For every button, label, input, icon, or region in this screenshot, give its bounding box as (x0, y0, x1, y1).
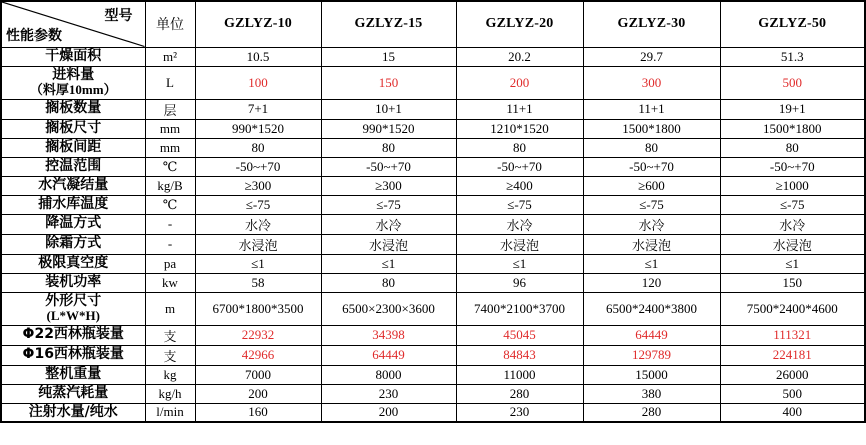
cell-value: 51.3 (720, 47, 865, 66)
row-label: 装机功率 (1, 273, 145, 292)
cell-value: 6700*1800*3500 (195, 292, 321, 325)
row-label: 搁板尺寸 (1, 119, 145, 138)
cell-value: 10+1 (321, 99, 456, 119)
cell-value: ≤-75 (456, 195, 583, 214)
table-row-trap-temp (1, 195, 865, 214)
row-unit: - (145, 234, 195, 254)
row-label-line1: 外形尺寸 (45, 292, 102, 309)
cell-value: 150 (720, 273, 865, 292)
cell-value: ≤1 (321, 254, 456, 273)
cell-value: 6500×2300×3600 (321, 292, 456, 325)
cell-value: 15 (321, 47, 456, 66)
unit-header: 单位 (145, 1, 195, 47)
model-header-gzlyz-15: GZLYZ-15 (321, 1, 456, 47)
cell-value: -50~+70 (195, 157, 321, 176)
cell-value: 29.7 (583, 47, 720, 66)
cell-value: ≤-75 (583, 195, 720, 214)
cell-value: ≥1000 (720, 176, 865, 195)
cell-value: 1500*1800 (583, 119, 720, 138)
row-label-line2: （料厚10mm） (29, 82, 117, 98)
cell-value: -50~+70 (321, 157, 456, 176)
row-label: 纯蒸汽耗量 (1, 384, 145, 403)
row-unit: 层 (145, 99, 195, 119)
table-row-machine-weight (1, 365, 865, 384)
table-row-vial22-capacity (1, 325, 865, 345)
row-label: 极限真空度 (1, 254, 145, 273)
row-label: 捕水库温度 (1, 195, 145, 214)
cell-value: 7400*2100*3700 (456, 292, 583, 325)
cell-value: 1500*1800 (720, 119, 865, 138)
table-row-cooling-method (1, 214, 865, 234)
row-unit: m (145, 292, 195, 325)
row-unit: mm (145, 119, 195, 138)
cell-value: 129789 (583, 345, 720, 365)
table-row-ultimate-vacuum (1, 254, 865, 273)
cell-value: 水冷 (321, 214, 456, 234)
row-unit: pa (145, 254, 195, 273)
cell-value: 7500*2400*4600 (720, 292, 865, 325)
table-row-defrost-method (1, 234, 865, 254)
cell-value: 11+1 (456, 99, 583, 119)
row-unit: 支 (145, 325, 195, 345)
row-unit: ℃ (145, 157, 195, 176)
cell-value: 120 (583, 273, 720, 292)
row-unit: kg (145, 365, 195, 384)
cell-value: 224181 (720, 345, 865, 365)
row-label: Φ16西林瓶装量 (1, 345, 145, 365)
model-header-gzlyz-30: GZLYZ-30 (583, 1, 720, 47)
cell-value: 26000 (720, 365, 865, 384)
cell-value: 990*1520 (321, 119, 456, 138)
cell-value: 200 (321, 403, 456, 422)
row-label: 干燥面积 (1, 47, 145, 66)
table-row-shelf-spacing (1, 138, 865, 157)
cell-value: 160 (195, 403, 321, 422)
table-row-shelf-count (1, 99, 865, 119)
cell-value: -50~+70 (720, 157, 865, 176)
cell-value: ≤1 (583, 254, 720, 273)
row-label: 除霜方式 (1, 234, 145, 254)
table-row-shelf-size (1, 119, 865, 138)
cell-value: 42966 (195, 345, 321, 365)
table-row-drying-area (1, 47, 865, 66)
cell-value: 水浸泡 (195, 234, 321, 254)
cell-value: 111321 (720, 325, 865, 345)
cell-value: 100 (195, 66, 321, 99)
cell-value: ≥600 (583, 176, 720, 195)
cell-value: 34398 (321, 325, 456, 345)
cell-value: 150 (321, 66, 456, 99)
cell-value: ≤1 (195, 254, 321, 273)
cell-value: 80 (456, 138, 583, 157)
row-unit: l/min (145, 403, 195, 422)
header-row (1, 1, 865, 47)
cell-value: 20.2 (456, 47, 583, 66)
cell-value: 水浸泡 (720, 234, 865, 254)
cell-value: 64449 (583, 325, 720, 345)
table-row-vial16-capacity (1, 345, 865, 365)
row-label: 搁板间距 (1, 138, 145, 157)
cell-value: 水浸泡 (583, 234, 720, 254)
cell-value: 7000 (195, 365, 321, 384)
cell-value: 80 (720, 138, 865, 157)
row-unit: L (145, 66, 195, 99)
row-unit: mm (145, 138, 195, 157)
cell-value: 水冷 (720, 214, 865, 234)
row-unit: 支 (145, 345, 195, 365)
row-label-line1: 进料量 (52, 66, 95, 83)
cell-value: 500 (720, 66, 865, 99)
cell-value: 200 (195, 384, 321, 403)
cell-value: ≥300 (321, 176, 456, 195)
cell-value: 8000 (321, 365, 456, 384)
cell-value: 58 (195, 273, 321, 292)
row-label: 搁板数量 (1, 99, 145, 119)
row-label: Φ22西林瓶装量 (1, 325, 145, 345)
cell-value: ≤-75 (321, 195, 456, 214)
cell-value: 45045 (456, 325, 583, 345)
row-label: 注射水量/纯水 (1, 403, 145, 422)
table-row-feed-amount (1, 66, 865, 99)
table-row-injection-water (1, 403, 865, 422)
model-header-gzlyz-50: GZLYZ-50 (720, 1, 865, 47)
cell-value: 80 (321, 273, 456, 292)
corner-param-label: 性能参数 (6, 27, 62, 44)
cell-value: 22932 (195, 325, 321, 345)
row-label: 整机重量 (1, 365, 145, 384)
row-unit: - (145, 214, 195, 234)
row-unit: kg/h (145, 384, 195, 403)
table-row-steam-consumption (1, 384, 865, 403)
cell-value: 300 (583, 66, 720, 99)
row-label: 降温方式 (1, 214, 145, 234)
cell-value: 15000 (583, 365, 720, 384)
cell-value: 80 (583, 138, 720, 157)
cell-value: 64449 (321, 345, 456, 365)
corner-model-label: 型号 (104, 8, 133, 24)
table-row-temp-range (1, 157, 865, 176)
cell-value: 19+1 (720, 99, 865, 119)
cell-value: 200 (456, 66, 583, 99)
cell-value: 990*1520 (195, 119, 321, 138)
row-unit: kg/B (145, 176, 195, 195)
cell-value: 6500*2400*3800 (583, 292, 720, 325)
cell-value: 230 (456, 403, 583, 422)
cell-value: 水浸泡 (456, 234, 583, 254)
row-unit: m² (145, 47, 195, 66)
cell-value: 10.5 (195, 47, 321, 66)
cell-value: ≥300 (195, 176, 321, 195)
row-unit: kw (145, 273, 195, 292)
cell-value: 7+1 (195, 99, 321, 119)
cell-value: 11+1 (583, 99, 720, 119)
cell-value: 1210*1520 (456, 119, 583, 138)
cell-value: 84843 (456, 345, 583, 365)
cell-value: 11000 (456, 365, 583, 384)
cell-value: 水冷 (583, 214, 720, 234)
cell-value: 500 (720, 384, 865, 403)
cell-value: 280 (456, 384, 583, 403)
cell-value: 水冷 (195, 214, 321, 234)
model-header-gzlyz-10: GZLYZ-10 (195, 1, 321, 47)
cell-value: -50~+70 (456, 157, 583, 176)
table-row-installed-power (1, 273, 865, 292)
cell-value: 380 (583, 384, 720, 403)
row-unit: ℃ (145, 195, 195, 214)
cell-value: 230 (321, 384, 456, 403)
row-label: 水汽凝结量 (1, 176, 145, 195)
cell-value: ≤-75 (195, 195, 321, 214)
table-row-condensation (1, 176, 865, 195)
row-label-line2: (L*W*H) (46, 308, 100, 324)
cell-value: 80 (195, 138, 321, 157)
cell-value: ≤1 (720, 254, 865, 273)
cell-value: 280 (583, 403, 720, 422)
cell-value: ≤1 (456, 254, 583, 273)
cell-value: ≤-75 (720, 195, 865, 214)
model-header-gzlyz-20: GZLYZ-20 (456, 1, 583, 47)
cell-value: ≥400 (456, 176, 583, 195)
cell-value: 400 (720, 403, 865, 422)
cell-value: 96 (456, 273, 583, 292)
table-row-overall-dimensions (1, 292, 865, 325)
cell-value: 80 (321, 138, 456, 157)
corner-cell (1, 1, 145, 47)
cell-value: 水浸泡 (321, 234, 456, 254)
row-label (1, 66, 145, 99)
row-label (1, 292, 145, 325)
cell-value: 水冷 (456, 214, 583, 234)
row-label: 控温范围 (1, 157, 145, 176)
cell-value: -50~+70 (583, 157, 720, 176)
